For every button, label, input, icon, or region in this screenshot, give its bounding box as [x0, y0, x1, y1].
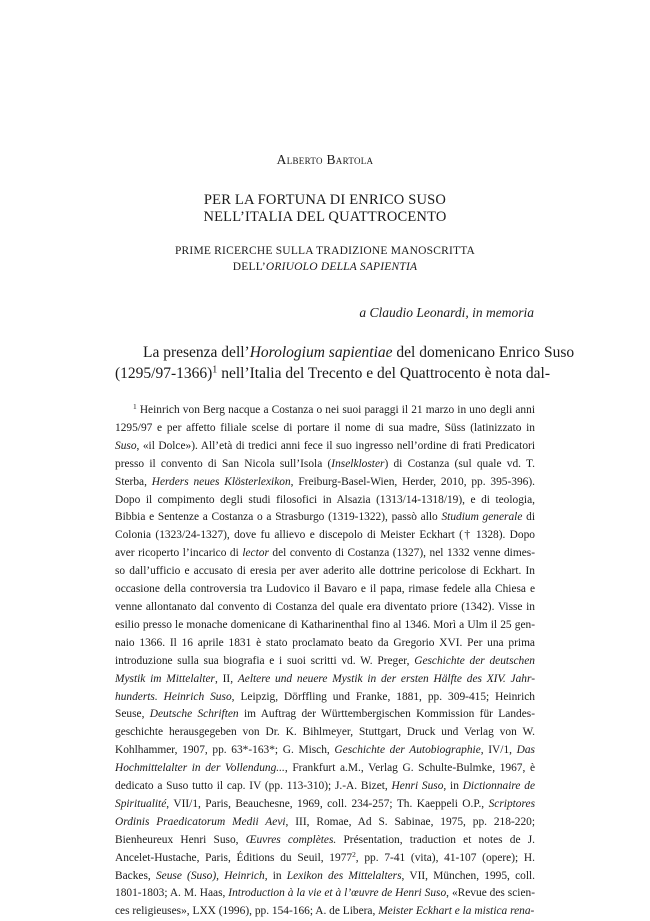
- text-run: Colonia (1323/24-1327), dove fu allievo e discepolo di Meister Eckhart († 1328). Dopo: [115, 529, 535, 542]
- text-run: nell’Italia del Trecento e del Quattrocento è nota dal-: [217, 365, 551, 382]
- italic-text: Suso: [115, 439, 137, 452]
- footnote-line: [115, 850, 535, 868]
- note-reference: 1: [133, 401, 137, 411]
- text-run: , Frankfurt a.M., Verlag G. Schulte-Bulmke, 1967, è: [284, 762, 536, 775]
- italic-text: Mystik im Mittelalter: [115, 672, 215, 685]
- text-run: 1801-1803; A. M. Haas,: [115, 887, 229, 900]
- text-run: , VII/1, Paris, Beauchesne, 1969, coll. 234-257; Th. Kaeppeli O.P.,: [166, 797, 489, 810]
- italic-text: Œuvres complètes.: [245, 833, 337, 846]
- footnote-line: [115, 438, 535, 456]
- text-run: esilio presso le monache domenicane di Katharinenthal fino al 1346. Morì a Ulm il 25 gen-: [115, 618, 535, 631]
- italic-text: Spiritualité: [115, 797, 167, 810]
- text-run: , pp. 7-41 (vita), 41-107 (opere); H.: [355, 851, 535, 864]
- footnote-line: [115, 814, 535, 832]
- text-run: (1295/97-1366): [115, 365, 213, 382]
- text-run: geschichte herausgegeben von Dr. K. Bihlmeyer, Stuttgart, Druck und Verlag von W.: [115, 726, 535, 739]
- text-run: , Leipzig, Dörffling und Franke, 1881, pp. 309-415; Heinrich: [231, 690, 535, 703]
- italic-text: lector: [242, 547, 269, 560]
- footnote-line: [115, 689, 535, 707]
- italic-text: Ordinis Praedicatorum Medii Aevi: [115, 815, 286, 828]
- text-run: naio 1366. Il 16 aprile 1831 è stato proclamato beato da Gregorio XVI. Per una prima: [115, 636, 535, 649]
- footnote-line: [115, 671, 535, 689]
- text-run: Seuse,: [115, 708, 150, 721]
- italic-text: Geschichte der deutschen: [414, 654, 536, 667]
- text-run: , IV/1,: [480, 744, 517, 757]
- footnote-line: [115, 581, 535, 599]
- article-title-line-2: NELL’ITALIA DEL QUATTROCENTO: [203, 209, 447, 225]
- footnote-line: [115, 420, 535, 438]
- text-run: aver ricoperto l’incarico di: [115, 547, 243, 560]
- note-reference: 1: [212, 364, 218, 376]
- text-run: La presenza dell’: [143, 344, 250, 361]
- text-run: Backes,: [115, 869, 156, 882]
- note-reference: 2: [352, 849, 356, 859]
- italic-text: Aeltere und neuere Mystik in der ersten Hälfte des XIV. Jahr-: [237, 672, 535, 685]
- text-run: , III, Romae, Ad S. Sabinae, 1975, pp. 218-220;: [285, 815, 535, 828]
- footnote-line: [115, 760, 535, 778]
- text-run: , in: [443, 780, 463, 793]
- italic-text: Meister Eckhart e la mistica rena-: [378, 905, 535, 918]
- footnote-line: [115, 832, 535, 850]
- article-title: [0, 192, 650, 226]
- footnote-line: [115, 599, 535, 617]
- footnote-line: [115, 545, 535, 563]
- text-run: Dopo il compimento degli studi filosofici in Alsazia (1313/14-1318/19), e di teologia,: [115, 493, 535, 506]
- italic-text: Studium generale: [441, 511, 523, 524]
- text-run: 1295/97 e per affetto filiale scelse di portare il nome di sua madre, Süss (latinizzato in: [115, 421, 535, 434]
- article-title-line-1: PER LA FORTUNA DI ENRICO SUSO: [203, 192, 447, 208]
- text-run: Bibbia e Sentenze a Costanza o a Strasburgo (1319-1322), passò allo: [115, 511, 442, 524]
- body-line: [115, 363, 551, 384]
- subtitle-prefix: DELL’: [232, 261, 266, 273]
- italic-text: Seuse (Suso), Heinrich: [155, 869, 265, 882]
- italic-text: Lexikon des Mittelalters: [286, 869, 402, 882]
- italic-text: Hochmittelalter in der Vollendung...: [115, 762, 285, 775]
- italic-text: Das: [516, 744, 535, 757]
- text-run: , Freiburg-Basel-Wien, Herder, 2010, pp. 395-396).: [290, 475, 536, 488]
- footnote-line: [115, 796, 535, 814]
- footnote-1: [115, 402, 535, 921]
- body-paragraph: [115, 342, 575, 384]
- text-run: del domenicano Enrico Suso: [392, 344, 575, 361]
- subtitle-work-title: ORIUOLO DELLA SAPIENTIA: [265, 261, 418, 273]
- footnote-line: [115, 617, 535, 635]
- text-run: Sterba,: [115, 475, 152, 488]
- italic-text: Scriptores: [488, 797, 535, 810]
- article-subtitle-line-2: [0, 259, 650, 275]
- footnote-line: [115, 778, 535, 796]
- footnote-line: [115, 509, 535, 527]
- italic-text: Horologium sapientiae: [249, 344, 393, 361]
- text-run: , VII, München, 1995, coll.: [401, 869, 535, 882]
- italic-text: Henri Suso: [391, 780, 444, 793]
- text-run: im Auftrag der Württembergischen Kommission für Landes-: [238, 708, 535, 721]
- footnote-line: [115, 635, 535, 653]
- footnote-line: [115, 402, 535, 420]
- text-run: , in: [264, 869, 287, 882]
- text-run: occasione della controversia tra Ludovico il Bavaro e il papa, rimase fedele alla Chiesa e: [115, 583, 535, 596]
- footnote-line: [115, 492, 535, 510]
- footnote-line: [115, 527, 535, 545]
- text-run: so dall’ufficio e accusato di eresia per aver aderito alle dottrine pericolose di Eckhart. In: [115, 565, 535, 578]
- article-subtitle-line-1: PRIME RICERCHE SULLA TRADIZIONE MANOSCRITTA: [174, 245, 476, 257]
- italic-text: Herders neues Klösterlexikon: [151, 475, 291, 488]
- footnote-line: [115, 742, 535, 760]
- text-run: Heinrich von Berg nacque a Costanza o nei suoi paraggi il 21 marzo in uno degli anni: [136, 404, 535, 416]
- text-run: , II,: [215, 672, 238, 685]
- text-run: presso il convento di San Nicola sull’Isola (: [115, 457, 332, 470]
- body-line: [115, 342, 575, 363]
- text-run: ces religieuses», LXX (1996), pp. 154-166; A. de Libera,: [115, 905, 379, 918]
- footnote-line: [115, 653, 535, 671]
- italic-text: Dictionnaire de: [462, 780, 535, 793]
- text-run: ) di Costanza (sul quale vd. T.: [384, 457, 535, 470]
- text-run: , «il Dolce»). All’età di tredici anni fece il suo ingresso nell’ordine di frati Predicatori: [136, 439, 535, 452]
- italic-text: hunderts. Heinrich Suso: [115, 690, 232, 703]
- footnote-line: [115, 868, 535, 886]
- text-run: , «Revue des scien-: [446, 887, 535, 900]
- text-run: Ancelet-Hustache, Paris, Éditions du Seuil, 1977: [115, 851, 353, 864]
- text-run: Présentation, traduction et notes de J.: [336, 833, 535, 846]
- italic-text: Deutsche Schriften: [149, 708, 239, 721]
- footnote-line: [115, 563, 535, 581]
- text-run: dedicato a Suso tutto il cap. IV (pp. 113-310); J.-A. Bizet,: [115, 780, 392, 793]
- footnote-line: [115, 456, 535, 474]
- text-run: venne allontanato dal convento di Costanza del quale era diventato priore (1342). Visse in: [115, 600, 535, 613]
- italic-text: Introduction à la vie et à l’œuvre de Henri Suso: [228, 887, 447, 900]
- text-run: Bienheureux Henri Suso,: [115, 833, 246, 846]
- dedication: a Claudio Leonardi, in memoria: [359, 305, 534, 320]
- text-run: introduzione sulla sua biografia e i suoi scritti vd. W. Preger,: [115, 654, 415, 667]
- footnote-line: [115, 885, 535, 903]
- footnote-line: [115, 724, 535, 742]
- footnote-line: [115, 903, 535, 921]
- article-subtitle: [0, 243, 650, 275]
- italic-text: Inselkloster: [331, 457, 385, 470]
- text-run: di: [522, 511, 535, 524]
- text-run: del convento di Costanza (1327), nel 1332 venne dimes-: [268, 547, 535, 560]
- author-name: Alberto Bartola: [276, 152, 374, 167]
- italic-text: Geschichte der Autobiographie: [334, 744, 481, 757]
- footnote-line: [115, 474, 535, 492]
- text-run: Kohlhammer, 1907, pp. 63*-163*; G. Misch,: [115, 744, 335, 757]
- footnote-line: [115, 706, 535, 724]
